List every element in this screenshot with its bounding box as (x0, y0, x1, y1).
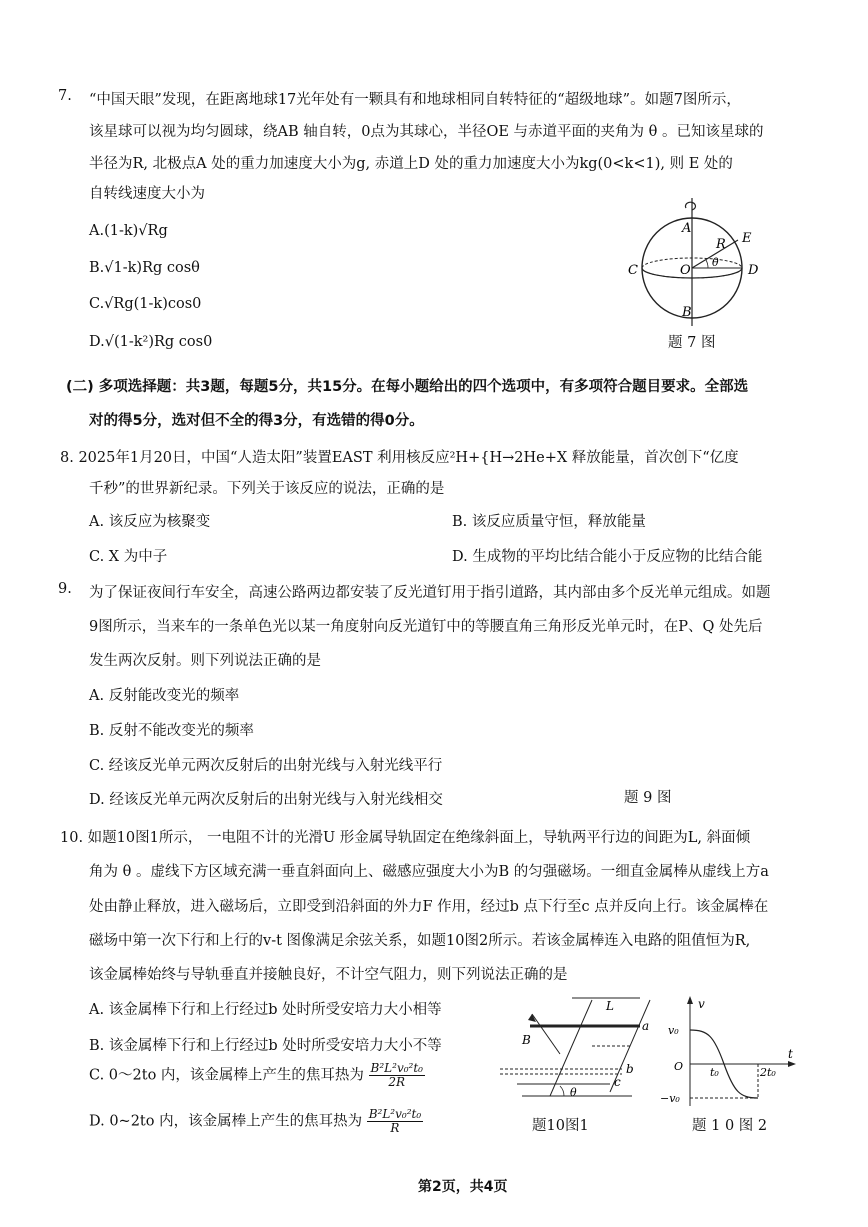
q10-option-d-denominator: R (390, 1121, 400, 1136)
q7-label-d: D (748, 263, 759, 278)
q10-fig2-label-v0: v₀ (668, 1024, 679, 1037)
q10-option-c (89, 1062, 425, 1089)
q9-option-a: A. 反射能改变光的频率 (89, 688, 240, 704)
q7-figure-caption: 题 7 图 (668, 335, 716, 351)
q7-text-line4: 自转线速度大小为 (89, 186, 205, 202)
q7-text-line1: “中国天眼”发现，在距离地球17光年处有一颗具有和地球相同自转特征的“超级地球”。如题7图所示， (89, 92, 741, 108)
q7-option-a: A.(1-k)√Rg (89, 223, 168, 239)
q7-text-line2: 该星球可以视为均匀圆球，绕AB 轴自转，0点为其球心，半径OE 与赤道平面的夹角为 θ 。已知该星球的 (89, 124, 764, 140)
q10-fig2-label-t: t (788, 1047, 793, 1061)
q10-option-a: A. 该金属棒下行和上行经过b 处时所受安培力大小相等 (89, 1002, 442, 1018)
q10-fig1-label-b: b (626, 1062, 634, 1076)
q9-number: 9. (58, 581, 72, 597)
q7-label-theta: θ (712, 256, 719, 269)
q8-option-b: B. 该反应质量守恒，释放能量 (452, 514, 646, 530)
q10-fig1-label-l: L (606, 999, 614, 1013)
q10-fig1-label-a: a (642, 1019, 650, 1033)
q10-option-d (89, 1108, 423, 1135)
q10-option-d-numerator: B²L²v₀²t₀ (368, 1107, 422, 1121)
q10-fig1-label-theta: θ (570, 1086, 577, 1099)
q10-option-c-denominator: 2R (388, 1075, 406, 1090)
q8-option-c: C. X 为中子 (89, 549, 168, 565)
q10-text-line4: 磁场中第一次下行和上行的v-t 图像满足余弦关系，如题10图2所示。若该金属棒连入电路的阻值恒为R, (89, 933, 751, 949)
q10-fig2-label-t0: t₀ (710, 1066, 719, 1079)
q10-option-b: B. 该金属棒下行和上行经过b 处时所受安培力大小不等 (89, 1038, 442, 1054)
q7-label-b: B (682, 305, 692, 320)
q10-text-line1: 10. 如题10图1所示， 一电阻不计的光滑U 形金属导轨固定在绝缘斜面上，导轨两平行边的间距为L, 斜面倾 (60, 830, 751, 846)
q7-text-line3: 半径为R, 北极点A 处的重力加速度大小为g, 赤道上D 处的重力加速度大小为kg(0<k<1), 则 E 处的 (89, 156, 733, 172)
q9-figure-caption: 题 9 图 (624, 790, 672, 806)
q10-text-line2: 角为 θ 。虚线下方区域充满一垂直斜面向上、磁感应强度大小为B 的匀强磁场。一细直金属棒从虚线上方a (89, 864, 769, 880)
q7-label-r: R (716, 237, 726, 252)
q8-text-line1: 8. 2025年1月20日，中国“人造太阳”装置EAST 利用核反应²H+{H→2He+X 释放能量，首次创下“亿度 (60, 450, 739, 466)
q10-text-line5: 该金属棒始终与导轨垂直并接触良好，不计空气阻力，则下列说法正确的是 (89, 967, 568, 983)
q9-option-b: B. 反射不能改变光的频率 (89, 723, 254, 739)
q10-fig2-label-neg-v0: −v₀ (660, 1092, 680, 1105)
q9-text-line3: 发生两次反射。则下列说法正确的是 (89, 653, 321, 669)
q7-option-c: C.√Rg(1-k)cos0 (89, 296, 202, 312)
q10-figure1-rails (492, 996, 657, 1106)
q10-option-c-fraction (369, 1062, 425, 1089)
q10-text-line3: 处由静止释放，进入磁场后，立即受到沿斜面的外力F 作用，经过b 点下行至c 点并反向上行。该金属棒在 (89, 899, 769, 915)
q10-figure2-caption: 题 1 0 图 2 (692, 1118, 768, 1134)
q7-label-e: E (742, 231, 752, 246)
q10-option-d-fraction (367, 1108, 423, 1135)
q7-label-o: O (680, 263, 691, 278)
q7-label-c: C (628, 263, 638, 278)
q10-fig2-label-2t0: 2t₀ (760, 1066, 776, 1079)
q10-option-c-text: C. 0～2to 内，该金属棒上产生的焦耳热为 (89, 1067, 364, 1084)
q10-figure2-vt-graph (660, 996, 800, 1110)
section2-heading-line1: (二) 多项选择题：共3题，每题5分，共15分。在每小题给出的四个选项中，有多项符合题目要求。全部选 (66, 379, 749, 395)
q7-number: 7. (58, 88, 72, 104)
page-footer: 第2页，共4页 (418, 1179, 508, 1195)
q10-fig1-label-c: c (614, 1075, 621, 1089)
q9-option-d: D. 经该反光单元两次反射后的出射光线与入射光线相交 (89, 792, 443, 808)
q10-fig2-label-origin: O (674, 1060, 684, 1073)
q10-option-d-text: D. 0~2to 内，该金属棒上产生的焦耳热为 (89, 1113, 363, 1130)
q7-option-d: D.√(1-k²)Rg cos0 (89, 334, 213, 350)
q9-option-c: C. 经该反光单元两次反射后的出射光线与入射光线平行 (89, 758, 443, 774)
q8-option-d: D. 生成物的平均比结合能小于反应物的比结合能 (452, 549, 763, 565)
q9-text-line2: 9图所示，当来车的一条单色光以某一角度射向反光道钉中的等腰直角三角形反光单元时，在P、Q 处先后 (89, 619, 763, 635)
section2-heading-line2: 对的得5分，选对但不全的得3分，有选错的得0分。 (89, 413, 424, 429)
q8-option-a: A. 该反应为核聚变 (89, 514, 211, 530)
q9-text-line1: 为了保证夜间行车安全，高速公路两边都安装了反光道钉用于指引道路，其内部由多个反光单元组成。如题 (89, 585, 771, 601)
q10-fig1-label-b-field: B (522, 1033, 531, 1047)
q10-fig2-label-v: v (698, 997, 705, 1011)
q7-option-b: B.√1-k)Rg cosθ (89, 260, 200, 276)
q10-figure1-caption: 题10图1 (532, 1118, 589, 1134)
q7-label-a: A (682, 221, 692, 236)
q8-text-line2: 千秒”的世界新纪录。下列关于该反应的说法，正确的是 (89, 481, 445, 497)
q10-option-c-numerator: B²L²v₀²t₀ (370, 1061, 423, 1075)
